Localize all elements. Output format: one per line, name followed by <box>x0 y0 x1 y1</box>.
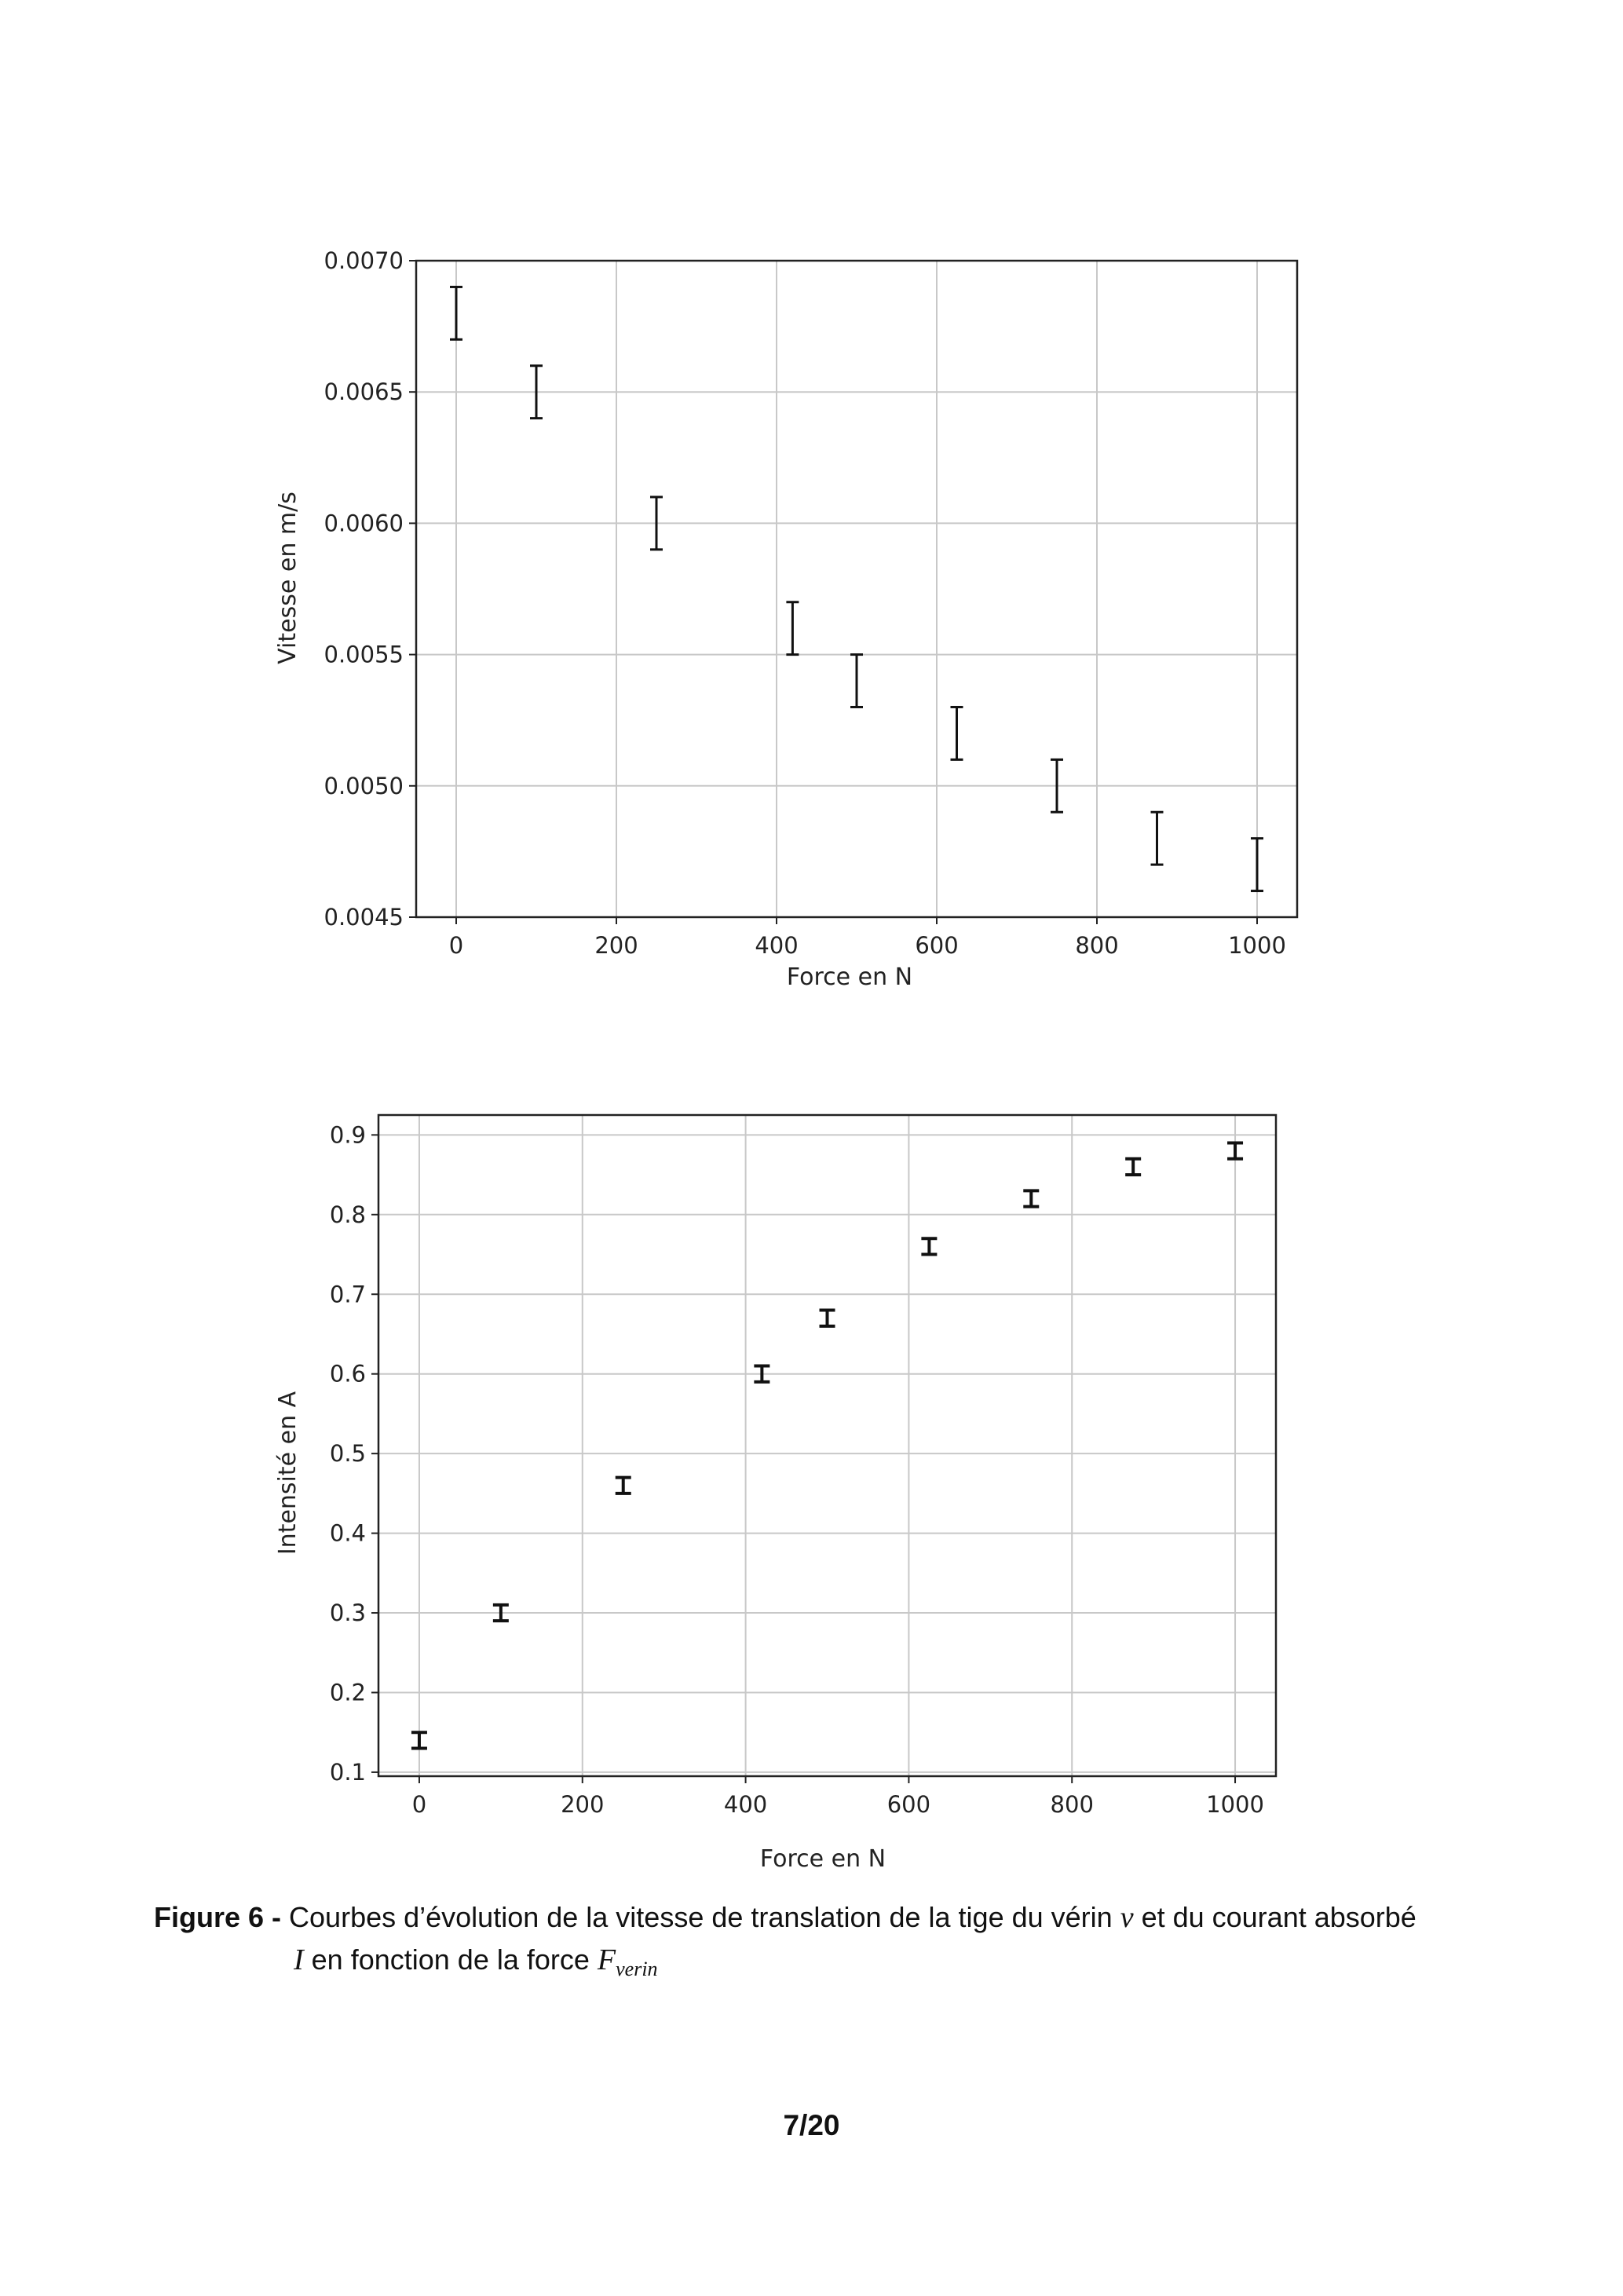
y-tick-label: 0.0060 <box>324 510 404 537</box>
x-tick-label: 800 <box>1075 932 1119 959</box>
caption-line-2 <box>154 1939 1504 1991</box>
y-tick-label: 0.0050 <box>324 772 404 799</box>
data-point-errorbar <box>850 655 863 707</box>
y-tick-label: 0.7 <box>329 1281 366 1308</box>
y-axis-label: Vitesse en m/s <box>274 492 302 664</box>
x-tick-label: 400 <box>755 932 799 959</box>
plot-frame <box>416 261 1297 917</box>
y-tick-label: 0.3 <box>329 1600 366 1627</box>
data-point-errorbar <box>951 707 963 759</box>
var-F-subscript: verin <box>616 1958 658 1980</box>
x-tick-label: 1000 <box>1206 1791 1264 1818</box>
x-tick-label: 800 <box>1050 1791 1094 1818</box>
caption-line-1 <box>154 1901 1416 1933</box>
x-tick-label: 600 <box>886 1791 931 1818</box>
var-F: $F_{verin}$ <box>597 1943 658 1980</box>
y-tick-label: 0.0045 <box>324 904 404 930</box>
x-tick-label: 600 <box>915 932 959 959</box>
x-tick-label: 400 <box>723 1791 768 1818</box>
page-number: 7/20 <box>783 2109 840 2141</box>
data-point-errorbar <box>1251 839 1263 891</box>
y-tick-label: 0.9 <box>329 1121 366 1149</box>
var-v: v <box>1120 1901 1134 1934</box>
y-tick-label: 0.0065 <box>324 378 404 406</box>
x-tick-label: 0 <box>411 1791 427 1818</box>
data-point-errorbar <box>1151 812 1164 865</box>
y-tick-label: 0.6 <box>329 1360 366 1387</box>
current-chart <box>259 1091 1335 1885</box>
velocity-chart <box>259 236 1335 1005</box>
data-point-errorbar <box>411 1732 427 1748</box>
data-point-errorbar <box>450 287 462 339</box>
data-point-errorbar <box>1125 1159 1141 1175</box>
y-tick-label: 0.5 <box>329 1440 366 1468</box>
x-tick-label: 200 <box>561 1791 605 1818</box>
y-tick-label: 0.0055 <box>324 641 404 668</box>
x-tick-label: 0 <box>448 932 464 959</box>
data-point-errorbar <box>1023 1190 1039 1206</box>
y-tick-label: 0.4 <box>329 1519 366 1547</box>
caption-text: Courbes d’évolution de la vitesse de translation de la tige du vérin <box>281 1901 1120 1933</box>
data-point-errorbar <box>1227 1143 1243 1159</box>
data-point-errorbar <box>616 1478 631 1493</box>
x-axis-label: Force en N <box>759 1845 886 1873</box>
data-point-errorbar <box>921 1238 937 1254</box>
data-point-errorbar <box>786 602 799 655</box>
y-tick-label: 0.0070 <box>324 247 404 274</box>
y-tick-label: 0.2 <box>329 1679 366 1706</box>
x-tick-label: 1000 <box>1228 932 1286 959</box>
figure-label: Figure 6 - <box>154 1901 282 1933</box>
y-axis-label: Intensité en A <box>274 1391 302 1556</box>
x-axis-label: Force en N <box>786 963 913 991</box>
caption-text-2: en fonction de la force <box>303 1943 598 1976</box>
y-tick-label: 0.8 <box>329 1201 366 1228</box>
data-point-errorbar <box>820 1311 835 1326</box>
x-tick-label: 200 <box>594 932 638 959</box>
figure-caption <box>154 1896 1504 1991</box>
var-I: I <box>294 1943 304 1976</box>
y-tick-label: 0.1 <box>329 1758 366 1786</box>
caption-text-end: et du courant absorbé <box>1133 1901 1416 1933</box>
